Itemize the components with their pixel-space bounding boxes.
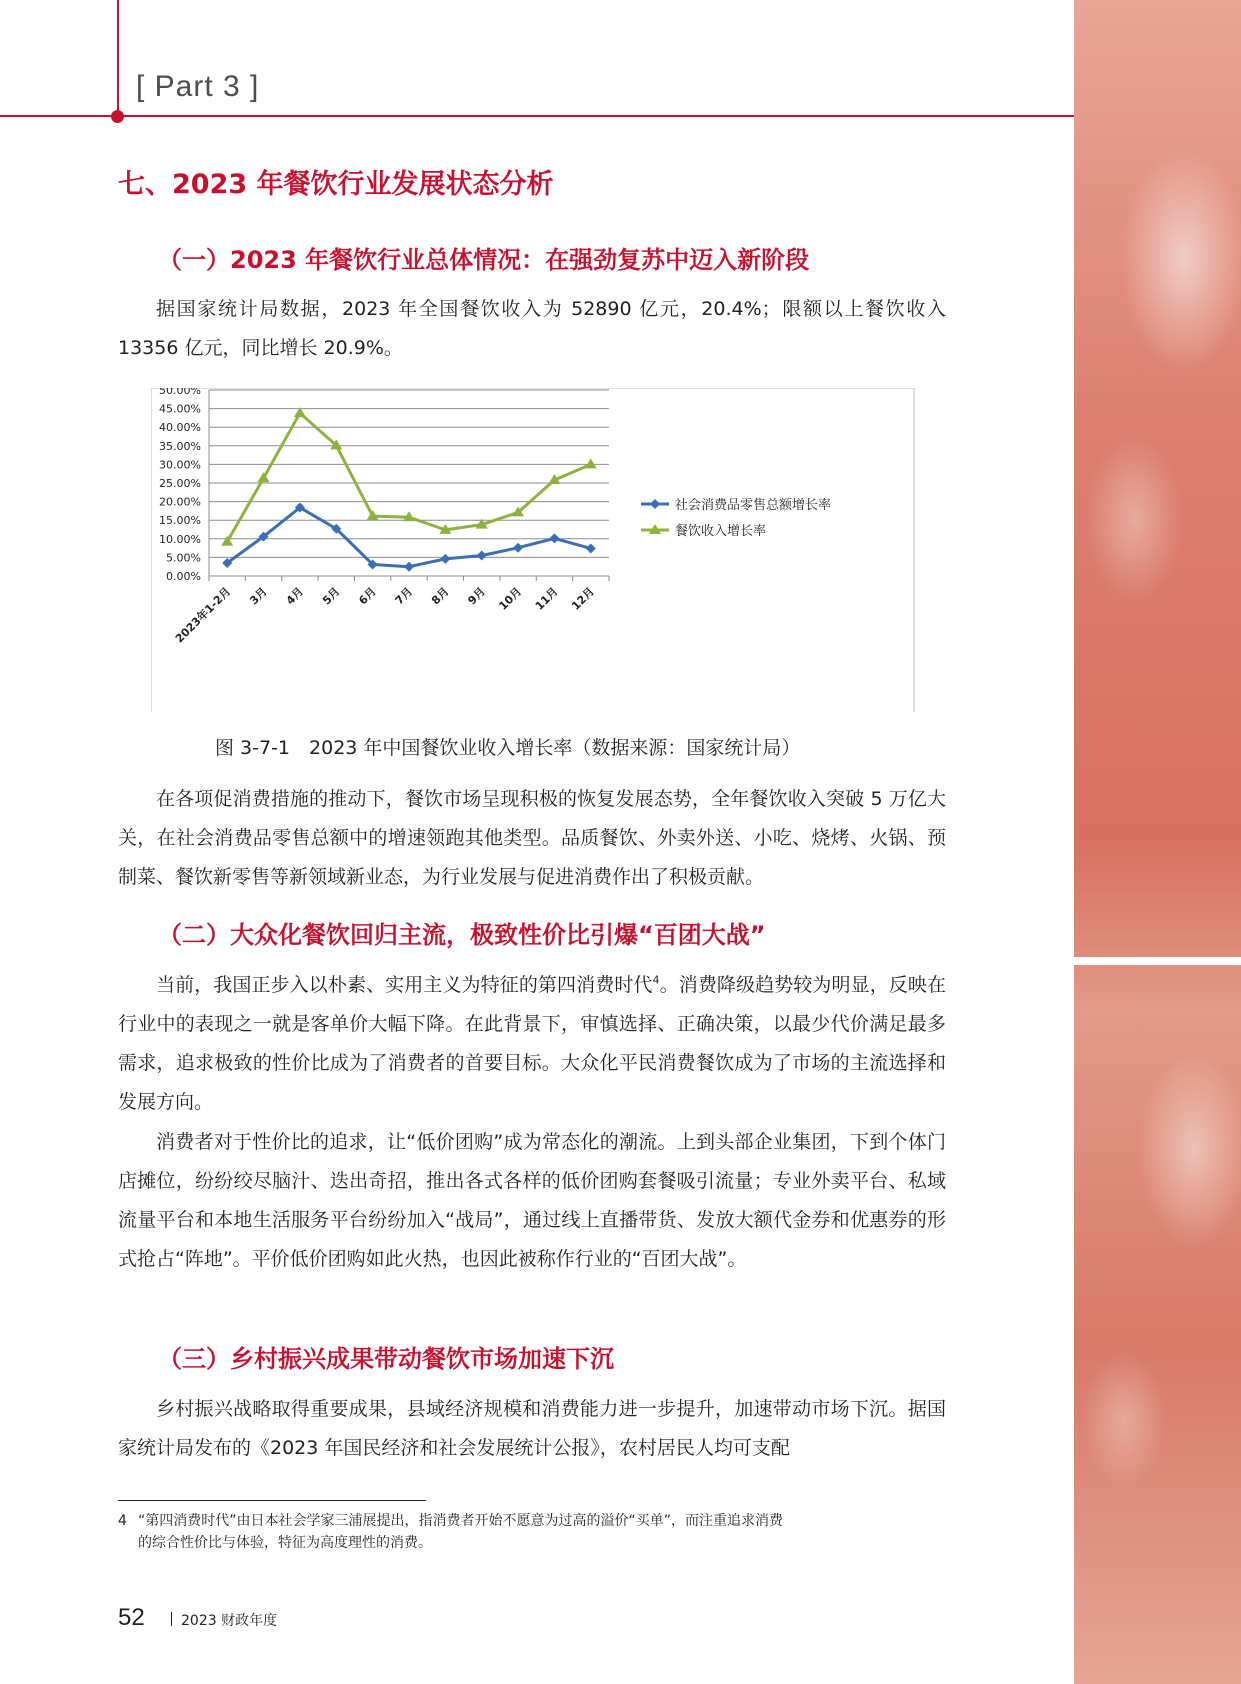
x-tick-label: 9月 xyxy=(465,584,488,608)
x-tick-label: 3月 xyxy=(247,584,270,608)
footnote-number: 4 xyxy=(118,1513,127,1529)
y-tick-label: 50.00% xyxy=(159,388,201,397)
y-tick-label: 35.00% xyxy=(159,439,201,453)
x-tick-label: 8月 xyxy=(429,584,452,608)
footnote-line-2: 的综合性价比与体验，特征为高度理性的消费。 xyxy=(138,1535,432,1551)
paragraph-group-buying: 消费者对于性价比的追求，让“低价团购”成为常态化的潮流。上到头部企业集团，下到个体门店摊位，纷纷绞尽脑汁、迭出奇招，推出各式各样的低价团购套餐吸引流量；专业外卖平台、私域流量平台和本地生活服务平台纷纷加入“战局”，通过线上直播带货、发放大额代金券和优惠券的形式抢占“阵地”。平价低价团购如此火热，也因此被称作行业的“百团大战”。 xyxy=(118,1131,946,1270)
x-tick-label: 10月 xyxy=(496,584,525,613)
paragraph-text-end: 。消费降级趋势较为明显，反映在行业中的表现之一就是客单价大幅下降。在此背景下，审慎选择、正确决策，以最少代价满足最多需求，追求极致的性价比成为了消费者的首要目标。大众化平民消费餐饮成为了市场的主流选择和发展方向。 xyxy=(118,974,946,1113)
paragraph-consumption-era xyxy=(118,966,946,1122)
y-tick-label: 20.00% xyxy=(159,495,201,509)
x-tick-label: 5月 xyxy=(320,584,343,608)
header-horizontal-rule xyxy=(0,115,1074,117)
x-tick-label: 11月 xyxy=(532,584,561,613)
x-tick-label: 2023年1-2月 xyxy=(172,584,234,646)
subsection-heading-2: （二）大众化餐饮回归主流，极致性价比引爆“百团大战” xyxy=(158,921,766,949)
y-tick-label: 45.00% xyxy=(159,402,201,416)
subsection-heading-3: （三）乡村振兴成果带动餐饮市场加速下沉 xyxy=(158,1345,614,1373)
y-tick-label: 30.00% xyxy=(159,458,201,472)
footnote xyxy=(118,1510,946,1554)
decorative-food-photo xyxy=(1074,0,1241,1684)
header-vertical-rule xyxy=(117,0,119,118)
paragraph-rural-revitalization: 乡村振兴战略取得重要成果，县域经济规模和消费能力进一步提升，加速带动市场下沉。据国家统计局发布的《2023 年国民经济和社会发展统计公报》，农村居民人均可支配 xyxy=(118,1398,946,1459)
footnote-reference: 4 xyxy=(652,973,660,987)
footnote-text xyxy=(118,1510,946,1554)
publication-name: 2023 财政年度 xyxy=(181,1613,278,1629)
chart-background xyxy=(151,388,915,712)
footnote-line-1: “第四消费时代”由日本社会学家三浦展提出，指消费者开始不愿意为过高的溢价“买单”，而注重追求消费 xyxy=(138,1513,784,1529)
line-chart-svg xyxy=(151,388,915,712)
paragraph-revenue-stats: 据国家统计局数据，2023 年全国餐饮收入为 52890 亿元，20.4%；限额以上餐饮收入 13356 亿元，同比增长 20.9%。 xyxy=(118,298,946,359)
growth-rate-chart xyxy=(151,388,915,712)
y-tick-label: 25.00% xyxy=(159,477,201,490)
footnote-rule xyxy=(118,1500,426,1501)
y-tick-label: 15.00% xyxy=(159,514,201,528)
y-tick-label: 40.00% xyxy=(159,421,201,435)
page-number: 52 xyxy=(118,1604,145,1631)
part-label: [ Part 3 ] xyxy=(136,70,260,103)
y-tick-label: 10.00% xyxy=(159,532,201,546)
legend-label: 餐饮收入增长率 xyxy=(675,524,767,539)
photo-divider xyxy=(1074,957,1241,965)
paragraph-text-start: 当前，我国正步入以朴素、实用主义为特征的第四消费时代 xyxy=(156,974,653,996)
x-tick-label: 4月 xyxy=(283,584,307,608)
figure-caption: 图 3-7-1 2023 年中国餐饮业收入增长率（数据来源：国家统计局） xyxy=(215,737,801,759)
section-title: 七、2023 年餐饮行业发展状态分析 xyxy=(118,169,554,200)
x-tick-label: 7月 xyxy=(392,584,416,608)
footer-separator xyxy=(171,1612,172,1626)
x-tick-label: 6月 xyxy=(356,584,379,608)
y-tick-label: 0.00% xyxy=(166,570,201,583)
x-tick-label: 12月 xyxy=(569,584,597,613)
legend-label: 社会消费品零售总额增长率 xyxy=(675,498,832,513)
paragraph-market-recovery: 在各项促消费措施的推动下，餐饮市场呈现积极的恢复发展态势，全年餐饮收入突破 5 万亿大关，在社会消费品零售总额中的增速领跑其他类型。品质餐饮、外卖外送、小吃、烧烤、火锅、预制菜、餐饮新零售等新领域新业态，为行业发展与促进消费作出了积极贡献。 xyxy=(118,788,946,888)
y-tick-label: 5.00% xyxy=(166,551,201,565)
header-dot xyxy=(111,110,124,123)
subsection-heading-1: （一）2023 年餐饮行业总体情况：在强劲复苏中迈入新阶段 xyxy=(158,246,810,274)
